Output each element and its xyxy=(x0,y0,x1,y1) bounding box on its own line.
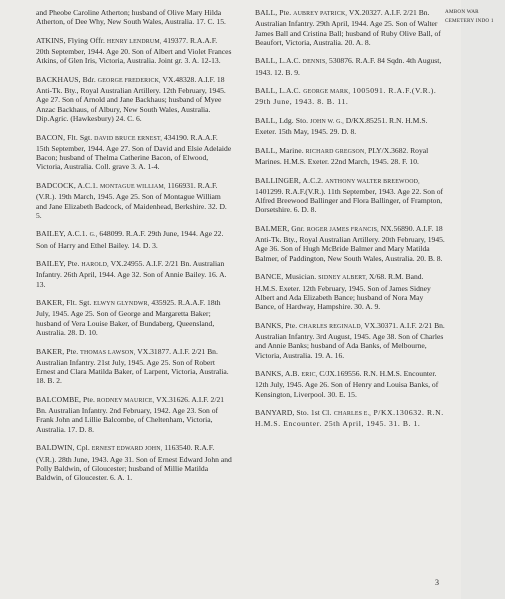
entry-surname: BACON, Flt. Sgt. xyxy=(36,132,93,142)
list-item xyxy=(255,272,445,311)
entry-given-names: MONTAGUE WILLIAM, xyxy=(99,183,166,190)
list-item xyxy=(36,75,232,123)
entry-text: VX.24955. A.I.F. 2/21 Bn. Australian Infantry. 26th April, 1944. Age 32. Son of Annie Bailey. 16. A. 13. xyxy=(36,259,227,289)
entry-surname: BANYARD, Sto. 1st Cl. xyxy=(255,408,332,418)
entry-given-names: GEORGE FREDERICK, xyxy=(97,77,161,84)
entry-given-names: GEORGE MARK, xyxy=(303,89,351,96)
entry-given-names: THOMAS LAWSON, xyxy=(80,349,136,356)
entry-given-names: HENRY LENDRUM, xyxy=(106,38,162,45)
entry-text: VX.31626. A.I.F. 2/21 Bn. Australian Infantry. 2nd February, 1942. Age 23. Son of Frank John and Lillie Balcombe, of Cheltenham, Victoria, Australia. 17. D. 8. xyxy=(36,394,225,434)
entry-text: and Pheobe Caroline Atherton; husband of Olive Mary Hilda Atherton, of Dee Why, New South Wales, Australia. 17. C. 15. xyxy=(36,8,226,27)
cemetery-side-note: AMBON WAR CEMETERY INDO 1 xyxy=(445,9,494,25)
entry-surname: BALL, Ldg. Sto. xyxy=(255,115,309,125)
entry-text: 419377. R.A.A.F. 20th September, 1944. Age 20. Son of Albert and Violet Frances Atkins, of Glen Iris, Victoria, Australia. Joint gr. 3. A. 12-13. xyxy=(36,35,232,66)
entry-given-names: SIDNEY ALBERT, xyxy=(318,275,368,282)
entry-text: 1166931. R.A.F.(V.R.). 19th March, 1945. Age 25. Son of Montague William and Jane Elizabeth Badcock, of Maidenhead, Berkshire. 32. D. 5. xyxy=(36,180,227,220)
entry-surname: BALL, L.A.C. xyxy=(255,86,301,96)
list-item xyxy=(255,146,445,167)
entry-surname: ATKINS, Flying Offr. xyxy=(36,35,105,45)
entry-text: X/68. R.M. Band. H.M.S. Exeter. 12th February, 1945. Son of James Sidney Albert and Ada Elizabeth Bance; husband of Nora May Bance, of Hardway, Hampshire. 30. A. 9. xyxy=(255,272,431,312)
entry-surname: BANCE, Musician. xyxy=(255,272,317,282)
list-item xyxy=(255,86,445,107)
entry-surname: BALL, Marine. xyxy=(255,145,304,155)
entry-surname: BALLINGER, A.C.2. xyxy=(255,175,324,185)
list-item xyxy=(255,8,445,47)
entry-surname: BALDWIN, Cpl. xyxy=(36,443,90,453)
entry-text: 1401299. R.A.F.(V.R.). 11th September, 1943. Age 22. Son of Alfred Breewood Ballinger and Flora Ballinger, of Frampton, Dorsetshire. 6. D. 8. xyxy=(255,186,444,215)
entry-surname: BAILEY, Pte. xyxy=(36,259,80,269)
list-item xyxy=(255,408,445,429)
entry-given-names: CHARLES REGINALD, xyxy=(299,323,363,330)
list-item xyxy=(36,298,232,337)
list-item xyxy=(255,321,445,360)
entry-given-names: ROGER JAMES FRANCIS, xyxy=(306,226,379,233)
entry-text: 648099. R.A.F. 29th June, 1944. Age 22. Son of Harry and Ethel Bailey. 14. D. 3. xyxy=(36,229,224,250)
entry-surname: BAKER, Flt. Sgt. xyxy=(36,298,92,308)
entry-given-names: RODNEY MAURICE, xyxy=(96,397,155,404)
entry-text: PLY/X.3682. Royal Marines. H.M.S. Exeter. 22nd March, 1945. 28. F. 10. xyxy=(255,145,429,167)
entry-surname: BALL, Pte. xyxy=(255,8,292,17)
entry-given-names: DAVID BRUCE ERNEST, xyxy=(94,135,163,142)
entry-text: VX.20327. A.I.F. 2/21 Bn. Australian Infantry. 29th April, 1944. Age 25. Son of Walter James Ball and Cristina Ball; husband of Ruby Olive Ball, of Beaufort, Victoria, Australia. 20. A. 8. xyxy=(255,8,441,47)
list-item xyxy=(36,181,232,220)
list-item xyxy=(36,133,232,172)
list-item xyxy=(36,229,232,250)
entry-text: VX.31877. A.I.F. 2/21 Bn. Australian Infantry. 21st July, 1945. Age 25. Son of Robert Ernest and Clara Matilda Baker, of Larpent, Victoria, Australia. 18. B. 2. xyxy=(36,346,229,386)
entry-given-names: HAROLD, xyxy=(81,262,109,269)
entry-wrapper xyxy=(255,8,494,47)
entry-given-names: CHARLES E., xyxy=(333,411,371,418)
entry-given-names: ANTHONY WALTER BREEWOOD, xyxy=(325,178,420,185)
entry-given-names: ERNEST EDWARD JOHN, xyxy=(91,446,163,453)
list-item xyxy=(36,36,232,66)
entry-given-names: AUBREY PATRICK, xyxy=(293,11,348,17)
entry-text: 435925. R.A.A.F. 18th July, 1945. Age 25. Son of George and Margaretta Baker; husband of Vera Louise Baker, of Bundaberg, Queensland, Australia. 28. D. 10. xyxy=(36,298,221,338)
entry-given-names: G., xyxy=(89,232,98,239)
entry-given-names: RICHARD GREGSON, xyxy=(305,148,367,155)
list-item xyxy=(255,176,445,215)
entry-text: VX.30371. A.I.F. 2/21 Bn. Australian Infantry. 3rd August, 1945. Age 38. Son of Charles and Annie Banks; husband of Ada Banks, of Melbourne, Victoria, Australia. 19. A. 16. xyxy=(255,320,445,360)
list-item xyxy=(255,56,445,77)
entry-text: P/KX.130632. R.N. H.M.S. Encounter. 25th April, 1945. 31. B. 1. xyxy=(255,408,444,429)
entry-given-names: ELWYN GLYNDWR, xyxy=(93,301,150,308)
list-item xyxy=(36,259,232,289)
list-item xyxy=(255,369,445,399)
entry-given-names: DENNIS, xyxy=(302,59,328,66)
page-number: 3 xyxy=(435,578,439,587)
entry-surname: BAKER, Pte. xyxy=(36,346,79,356)
entry-given-names: ERIC, xyxy=(301,372,318,378)
entry-given-names: JOHN W. G., xyxy=(310,118,344,125)
entry-surname: BADCOCK, A.C.1. xyxy=(36,180,99,190)
entry-text: D/KX.85251. R.N. H.M.S. Exeter. 15th May, 1945. 29. D. 8. xyxy=(255,115,428,137)
entry-surname: BALL, L.A.C. xyxy=(255,56,301,66)
entry-text: 1163540. R.A.F.(V.R.). 28th June, 1943. Age 31. Son of Ernest Edward John and Polly Baldwin, of Gloucester; husband of Millie Matilda Baldwin, of Gloucester. 6. A. 1. xyxy=(36,443,232,483)
entry-text: NX.56890. A.I.F. 18 Anti-Tk. Bty., Royal Australian Artillery. 20th February, 1945. Age 36. Son of Hugh McBride Balmer and Mary Matilda Balmer, of Paddington, New South Wales, Australia. 20. B. 8. xyxy=(255,223,445,263)
entry-text: 1005091. R.A.F.(V.R.). 29th June, 1943. 8. B. 11. xyxy=(255,86,437,107)
list-item xyxy=(255,224,445,263)
list-item xyxy=(36,347,232,386)
list-item xyxy=(36,8,232,27)
right-column xyxy=(255,8,494,438)
entry-surname: BAILEY, A.C.1. xyxy=(36,229,88,239)
entry-surname: BALCOMBE, Pte. xyxy=(36,394,95,404)
entry-surname: BANKS, Pte. xyxy=(255,320,298,330)
entry-text: VX.48328. A.I.F. 18 Anti-Tk. Bty., Royal Australian Artillery. 12th February, 1945. Age 27. Son of Arnold and Jane Backhaus; husband of Myee Anzac Backhaus, of Albury, New South Wales, Australia. Dip.Agric. (Hawkesbury) 24. C. 6. xyxy=(36,74,226,124)
entry-surname: BALMER, Gnr. xyxy=(255,223,305,233)
entry-text: C/JX.169556. R.N. H.M.S. Encounter. 12th July, 1945. Age 26. Son of Henry and Louisa Banks, of Kensington, Liverpool. 30. E. 15. xyxy=(255,369,439,399)
entry-text: 530876. R.A.F. 84 Sqdn. 4th August, 1943. 12. B. 9. xyxy=(255,56,442,77)
list-item xyxy=(36,443,232,482)
entry-text: 434190. R.A.A.F. 15th September, 1944. Age 27. Son of David and Elsie Adelaide Bacon; husband of Thelma Catherine Bacon, of Elwood, Victoria, Australia. Coll. grave 3. A. 1-4. xyxy=(36,132,232,172)
list-item xyxy=(36,395,232,434)
left-column xyxy=(36,8,232,492)
list-item xyxy=(255,116,445,137)
entry-surname: BACKHAUS, Bdr. xyxy=(36,74,96,84)
entry-surname: BANKS, A.B. xyxy=(255,369,300,378)
